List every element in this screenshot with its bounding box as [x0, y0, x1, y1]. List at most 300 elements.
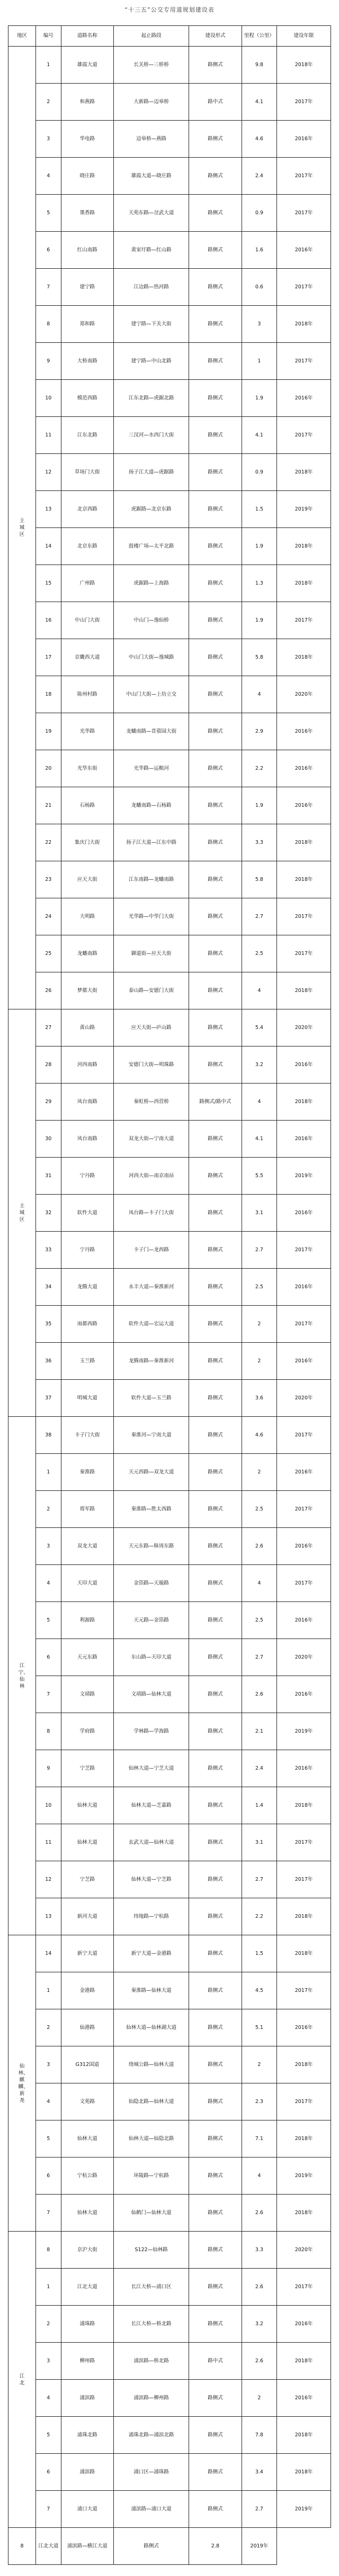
row-number: 5: [36, 2120, 61, 2158]
build-year: 2016年: [277, 1269, 331, 1306]
build-year: 2017年: [277, 1824, 331, 1861]
row-number: 19: [36, 713, 61, 750]
row-number: 3: [36, 2046, 61, 2083]
lane-length: 2.9: [242, 713, 276, 750]
header-name: 道路名称: [61, 26, 114, 47]
road-name: 宁芝路: [61, 1861, 114, 1898]
lane-form: 路侧式: [189, 1565, 242, 1602]
road-span: 文靖路—仙林大道: [114, 1676, 189, 1713]
road-name: 明城大道: [61, 1380, 114, 1417]
road-span: 龙腾南路—秦淮新河: [114, 1343, 189, 1380]
build-year: 2019年: [277, 491, 331, 528]
row-number: 16: [36, 602, 61, 639]
lane-length: 2.3: [242, 2083, 276, 2120]
table-row: [8, 1861, 331, 1898]
road-span: 秦淮河—宁南大道: [114, 1417, 189, 1454]
lane-form: 路侧式: [189, 2195, 242, 2232]
row-number: 6: [36, 2158, 61, 2195]
build-year: 2020年: [277, 1380, 331, 1417]
build-year: 2018年: [277, 824, 331, 861]
lane-length: 4.6: [242, 1417, 276, 1454]
table-row: [8, 602, 331, 639]
road-span: 玄武大道—仙林大道: [114, 1824, 189, 1861]
row-number: 10: [36, 1787, 61, 1824]
road-span: 应天大街—庐山路: [114, 1009, 189, 1046]
lane-length: 7.1: [242, 2120, 276, 2158]
row-number: 4: [36, 2380, 61, 2417]
row-number: 25: [36, 935, 61, 972]
table-row: [8, 1454, 331, 1491]
build-year: 2017年: [277, 343, 331, 380]
lane-form: 路侧式: [189, 750, 242, 787]
row-number: 8: [8, 2528, 36, 2565]
road-span: 秦虹桥—西营桥: [114, 1084, 189, 1121]
lane-length: 2.5: [242, 1491, 276, 1528]
road-name: 江北大道: [36, 2528, 61, 2565]
lane-length: 1.9: [242, 528, 276, 565]
road-span: 虎踞路—北京东路: [114, 491, 189, 528]
road-span: 仙林大道—仙隐北路: [114, 2120, 189, 2158]
road-span: 中山门大街—逸城路: [114, 639, 189, 676]
road-name: 浦口大道: [61, 2491, 114, 2528]
build-year: 2018年: [277, 454, 331, 491]
road-span: 天苑东路—岔武大道: [114, 195, 189, 232]
road-name: 广州路: [61, 565, 114, 602]
road-name: 将军路: [61, 1491, 114, 1528]
table-row: [8, 1824, 331, 1861]
build-year: 2018年: [277, 1787, 331, 1824]
road-name: 新宁大道: [61, 1935, 114, 1972]
lane-length: 5.8: [242, 861, 276, 898]
build-year: 2019年: [277, 1158, 331, 1195]
road-span: 绕城公路—仙林大道: [114, 2046, 189, 2083]
build-year: 2017年: [277, 1972, 331, 2009]
table-row: [8, 1232, 331, 1269]
table-row: [8, 2232, 331, 2269]
row-number: 12: [36, 454, 61, 491]
row-number: 9: [36, 343, 61, 380]
road-span: 黄家圩路—红山路: [114, 232, 189, 269]
row-number: 7: [36, 2195, 61, 2232]
road-span: 天元路—金箔路: [114, 1602, 189, 1639]
road-name: 天元东路: [61, 1639, 114, 1676]
lane-length: 1.9: [242, 380, 276, 417]
lane-form: 路侧式: [189, 47, 242, 84]
road-name: 宁芝路: [61, 1750, 114, 1787]
header-year: 建设年限: [277, 26, 331, 47]
road-span: 卡子门—龙西路: [114, 1232, 189, 1269]
lane-length: 3.2: [242, 2306, 276, 2343]
table-row: [8, 1528, 331, 1565]
build-year: 2017年: [277, 417, 331, 454]
build-year: 2020年: [277, 1009, 331, 1046]
table-row: [8, 1787, 331, 1824]
build-year: 2017年: [277, 935, 331, 972]
lane-length: 2.7: [242, 1861, 276, 1898]
header-length: 里程（公里）: [242, 26, 276, 47]
table-row: [8, 2528, 331, 2565]
area-cell: [8, 47, 36, 1009]
road-span: 龙蟠南路—苜蓿园大街: [114, 713, 189, 750]
table-row: [8, 2380, 331, 2417]
lane-length: 1.4: [242, 1787, 276, 1824]
table-row: [8, 1750, 331, 1787]
road-span: 软件大道—玉兰路: [114, 1380, 189, 1417]
road-span: 天元东路—秣周东路: [114, 1528, 189, 1565]
lane-form: 路侧式: [189, 1787, 242, 1824]
road-span: 江东南路—龙蟠南路: [114, 861, 189, 898]
road-span: 光华路—中华门大街: [114, 898, 189, 935]
area-label: 江北: [19, 2373, 25, 2386]
build-year: 2018年: [277, 2120, 331, 2158]
row-number: 34: [36, 1269, 61, 1306]
road-name: 河西南路: [61, 1046, 114, 1084]
table-row: [8, 565, 331, 602]
lane-form: 路侧式: [189, 2232, 242, 2269]
road-span: 建宁路—下关大街: [114, 306, 189, 343]
build-year: 2018年: [277, 565, 331, 602]
area-cell: [8, 1009, 36, 1417]
road-name: 陈州村路: [61, 676, 114, 713]
document-title: “十三五”公交专用道规划建设表: [124, 6, 215, 13]
build-year: 2016年: [277, 2009, 331, 2046]
lane-form: 路侧式: [189, 1972, 242, 2009]
lane-form: 路侧式: [189, 861, 242, 898]
lane-length: 2.7: [242, 2491, 276, 2528]
table-row: [8, 2083, 331, 2120]
lane-form: 路侧式: [189, 1750, 242, 1787]
row-number: 35: [36, 1306, 61, 1343]
road-name: 宁杭公路: [61, 2158, 114, 2195]
table-row: [8, 306, 331, 343]
row-number: 3: [36, 1528, 61, 1565]
build-year: 2016年: [277, 1602, 331, 1639]
build-year: 2017年: [277, 195, 331, 232]
road-name: 学府路: [61, 1713, 114, 1750]
road-span: 三汊河—水西门大街: [114, 417, 189, 454]
row-number: 29: [36, 1084, 61, 1121]
lane-form: 路侧式: [189, 1195, 242, 1232]
lane-length: 1.3: [242, 565, 276, 602]
row-number: 6: [36, 2454, 61, 2491]
build-year: 2017年: [277, 1861, 331, 1898]
lane-form: 路侧式: [189, 417, 242, 454]
road-span: 江东北路—虎踞北路: [114, 380, 189, 417]
lane-form: 路侧式: [189, 935, 242, 972]
lane-form: 路侧式: [189, 1380, 242, 1417]
road-name: 华电路: [61, 121, 114, 158]
row-number: 1: [36, 2269, 61, 2306]
road-span: 仙林大道—宁芝路: [114, 1861, 189, 1898]
row-number: 8: [36, 306, 61, 343]
table-row: [8, 2046, 331, 2083]
table-row: [8, 121, 331, 158]
lane-length: 2.5: [242, 1602, 276, 1639]
table-row: [8, 1380, 331, 1417]
road-name: 应天大街: [61, 861, 114, 898]
lane-form: 路侧式: [189, 1491, 242, 1528]
lane-form: 路侧式: [189, 269, 242, 306]
row-number: 28: [36, 1046, 61, 1084]
lane-length: 1.5: [242, 1935, 276, 1972]
road-name: 浦珠北路: [61, 2417, 114, 2454]
road-name: 大明路: [61, 898, 114, 935]
road-name: 宁丹路: [61, 1158, 114, 1195]
row-number: 10: [36, 380, 61, 417]
lane-form: 路侧式: [189, 2158, 242, 2195]
lane-form: 路侧式: [114, 2528, 189, 2565]
build-year: 2016年: [277, 380, 331, 417]
area-cell: [8, 1417, 36, 1935]
row-number: 24: [36, 898, 61, 935]
table-row: [8, 47, 331, 84]
row-number: 27: [36, 1009, 61, 1046]
road-name: 仙林大道: [61, 1787, 114, 1824]
lane-form: 路侧式: [189, 1121, 242, 1158]
lane-length: 2.6: [242, 2195, 276, 2232]
row-number: 26: [36, 972, 61, 1009]
table-row: [8, 972, 331, 1009]
table-row: [8, 2009, 331, 2046]
lane-length: 9.8: [242, 47, 276, 84]
build-year: 2019年: [277, 2491, 331, 2528]
build-year: 2016年: [277, 232, 331, 269]
lane-form: 路侧式: [189, 1602, 242, 1639]
lane-length: 2.4: [242, 158, 276, 195]
row-number: 32: [36, 1195, 61, 1232]
road-name: 新河大道: [61, 1898, 114, 1935]
road-name: 雨都西路: [61, 1306, 114, 1343]
row-number: 6: [36, 1639, 61, 1676]
road-span: 江边路—热河路: [114, 269, 189, 306]
lane-form: 路侧式: [189, 824, 242, 861]
header-no: 编号: [36, 26, 61, 47]
lane-length: 3.6: [242, 1380, 276, 1417]
road-span: 学林路—学海路: [114, 1713, 189, 1750]
road-span: 仙鹤门—仙林大道: [114, 2195, 189, 2232]
road-span: 安德门大街—明珠路: [114, 1046, 189, 1084]
row-number: 8: [36, 2232, 61, 2269]
road-name: 光华路: [61, 713, 114, 750]
lane-length: 2.5: [242, 1269, 276, 1306]
table-row: [8, 1972, 331, 2009]
row-number: 13: [36, 1898, 61, 1935]
table-row: [8, 1639, 331, 1676]
lane-length: 0.6: [242, 269, 276, 306]
road-name: 雄霞大道: [61, 47, 114, 84]
lane-form: 路侧式: [189, 1935, 242, 1972]
lane-form: 路侧式: [189, 1528, 242, 1565]
road-name: 天印大道: [61, 1565, 114, 1602]
row-number: 5: [36, 1602, 61, 1639]
build-year: 2020年: [277, 2232, 331, 2269]
road-span: 泰山路—安德门大街: [114, 972, 189, 1009]
road-span: 双龙大街—宁南大道: [114, 1121, 189, 1158]
lane-length: 2.7: [242, 898, 276, 935]
table-row: [8, 2306, 331, 2343]
build-year: 2020年: [277, 1639, 331, 1676]
lane-form: 路侧式: [189, 306, 242, 343]
lane-length: 5.4: [242, 1009, 276, 1046]
table-row: [8, 2269, 331, 2306]
lane-form: 路侧式: [189, 2454, 242, 2491]
lane-length: 2.6: [242, 2269, 276, 2306]
road-name: 浦滨路: [61, 2380, 114, 2417]
row-number: 7: [36, 1676, 61, 1713]
lane-length: 2: [242, 1343, 276, 1380]
road-span: 鼓楼广场—太平北路: [114, 528, 189, 565]
lane-form: 路侧式: [189, 1824, 242, 1861]
road-name: 和燕路: [61, 84, 114, 121]
row-number: 5: [36, 195, 61, 232]
row-number: 38: [36, 1417, 61, 1454]
build-year: 2016年: [277, 1750, 331, 1787]
row-number: 30: [36, 1121, 61, 1158]
lane-length: 2.6: [242, 1676, 276, 1713]
header-form: 建设形式: [189, 26, 242, 47]
road-name: 中山门大街: [61, 602, 114, 639]
lane-length: 1.6: [242, 232, 276, 269]
lane-length: 2: [242, 1306, 276, 1343]
road-span: 浦滨路—浦口大道: [114, 2491, 189, 2528]
road-name: 利源路: [61, 1602, 114, 1639]
lane-form: 路侧式: [189, 2491, 242, 2528]
table-row: [8, 787, 331, 824]
road-name: 宁丹路: [61, 1232, 114, 1269]
table-header-row: [8, 26, 331, 47]
table-row: [8, 1491, 331, 1528]
road-name: 浦滨路: [61, 2454, 114, 2491]
table-row: [8, 1343, 331, 1380]
road-span: 长关桥—三桥桥: [114, 47, 189, 84]
table-row: [8, 1269, 331, 1306]
row-number: 23: [36, 861, 61, 898]
row-number: 1: [36, 1454, 61, 1491]
road-span: 浦珠北路—浦滨北路: [114, 2417, 189, 2454]
lane-length: 4.1: [242, 1121, 276, 1158]
lane-form: 路侧式: [189, 2046, 242, 2083]
road-name: 凤台南路: [61, 1121, 114, 1158]
road-name: 京畿西大道: [61, 639, 114, 676]
build-year: 2018年: [277, 47, 331, 84]
lane-length: 3.1: [242, 1824, 276, 1861]
build-year: 2017年: [277, 158, 331, 195]
lane-form: 路侧式: [189, 1269, 242, 1306]
build-year: 2017年: [277, 2269, 331, 2306]
table-row: [8, 1046, 331, 1084]
row-number: 9: [36, 1750, 61, 1787]
area-cell: [8, 1935, 36, 2232]
road-span: 仙隐北路—仙林大道: [114, 2083, 189, 2120]
road-name: 仙林大道: [61, 1824, 114, 1861]
lane-form: 路侧式: [189, 2120, 242, 2158]
road-span: 环陵路—宁杭路: [114, 2158, 189, 2195]
table-row: [8, 935, 331, 972]
lane-form: 路侧式: [189, 639, 242, 676]
table-row: [8, 1084, 331, 1121]
lane-form: 路侧式: [189, 1232, 242, 1269]
lane-length: 1: [242, 343, 276, 380]
road-span: 天元西路—双龙大道: [114, 1454, 189, 1491]
road-name: 红山南路: [61, 232, 114, 269]
road-name: 文苑路: [61, 2083, 114, 2120]
build-year: 2017年: [277, 1417, 331, 1454]
header-area: 地区: [8, 26, 36, 47]
row-number: 6: [36, 232, 61, 269]
build-year: 2019年: [277, 1713, 331, 1750]
table-row: [8, 232, 331, 269]
table-row: [8, 528, 331, 565]
table-row: [8, 824, 331, 861]
bus-lane-table: [8, 25, 331, 2565]
row-number: 2: [36, 2306, 61, 2343]
road-span: 凤台路—卡子门大街: [114, 1195, 189, 1232]
row-number: 18: [36, 676, 61, 713]
lane-form: 路侧式: [189, 1158, 242, 1195]
road-name: 江东北路: [61, 417, 114, 454]
lane-length: 4.1: [242, 417, 276, 454]
table-row: [8, 1009, 331, 1046]
road-span: 金箔路—天璇路: [114, 1565, 189, 1602]
build-year: 2016年: [277, 121, 331, 158]
area-label: 主城区: [19, 518, 25, 538]
table-row: [8, 1676, 331, 1713]
lane-form: 路侧式: [189, 2380, 242, 2417]
lane-form: 路侧式: [189, 2009, 242, 2046]
road-span: 迈皋桥—燕路: [114, 121, 189, 158]
build-year: 2016年: [277, 1121, 331, 1158]
table-row: [8, 454, 331, 491]
lane-form: 路侧式/路中式: [189, 1084, 242, 1121]
build-year: 2017年: [277, 1306, 331, 1343]
lane-length: 0.9: [242, 454, 276, 491]
lane-length: 2.7: [242, 1639, 276, 1676]
road-span: 软件大道—宏运大道: [114, 1306, 189, 1343]
row-number: 13: [36, 491, 61, 528]
lane-form: 路侧式: [189, 1639, 242, 1676]
lane-form: 路侧式: [189, 195, 242, 232]
road-span: 长江大桥—浦口区: [114, 2269, 189, 2306]
road-name: 梦都大街: [61, 972, 114, 1009]
build-year: 2016年: [277, 2306, 331, 2343]
road-span: 扬子江大道—江东中路: [114, 824, 189, 861]
lane-length: 2.2: [242, 1898, 276, 1935]
table-body: [8, 47, 331, 2565]
road-span: 纬地路—宁杭路: [114, 1898, 189, 1935]
build-year: 2017年: [277, 84, 331, 121]
road-name: 光华东街: [61, 750, 114, 787]
build-year: 2018年: [277, 2195, 331, 2232]
road-span: 建宁路—中山北路: [114, 343, 189, 380]
lane-form: 路侧式: [189, 713, 242, 750]
road-span: 东山路—天印大道: [114, 1639, 189, 1676]
lane-form: 路侧式: [189, 898, 242, 935]
build-year: 2020年: [277, 676, 331, 713]
build-year: 2018年: [277, 1898, 331, 1935]
road-span: 中山门—逸仙桥: [114, 602, 189, 639]
area-label: 主城区: [19, 1203, 25, 1223]
lane-form: 路侧式: [189, 2083, 242, 2120]
lane-form: 路侧式: [189, 491, 242, 528]
row-number: 37: [36, 1380, 61, 1417]
lane-length: 3.2: [242, 1046, 276, 1084]
table-row: [8, 2343, 331, 2380]
build-year: 2019年: [242, 2528, 276, 2565]
road-span: 仙林大道—宁芝大道: [114, 1750, 189, 1787]
road-name: 柳州路: [61, 2343, 114, 2380]
row-number: 22: [36, 824, 61, 861]
row-number: 7: [36, 2491, 61, 2528]
